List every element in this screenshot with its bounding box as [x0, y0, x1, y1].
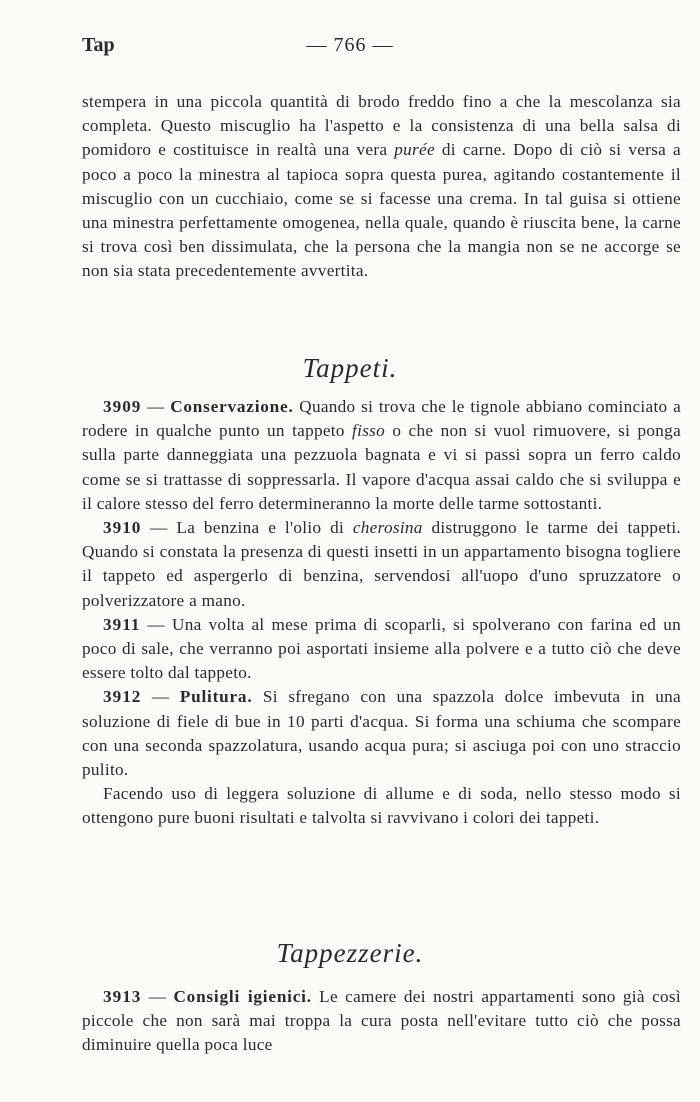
entry-3912: 3912 — Pulitura. Si sfregano con una spazzola dolce imbevuta in una soluzione di fiele di bue in 10 parti d'acqua. Si forma una schiuma che scompare con una seconda spazzolatura, usando acqua pura; si asciuga poi con uno straccio pulito. [82, 687, 681, 780]
section-title-tappeti: Tappeti. [302, 353, 398, 383]
section-title-tappezzerie: Tappezzerie. [276, 938, 424, 968]
page-number: — 766 — [306, 34, 394, 56]
entry-3911: 3911 — Una volta al mese prima di scoparli, si spolverano con farina ed un poco di sale, che verranno poi asportati insieme alla polvere e a tutto ciò che deve essere tolto dal tappeto. [82, 614, 681, 683]
entry-3913: 3913 — Consigli igienici. Le camere dei nostri appartamenti sono già così piccole che non sarà mai troppa la cura posta nell'evitare tutto ciò che possa diminuire quella poca luce [82, 987, 681, 1055]
intro-paragraph-block [82, 90, 681, 284]
entry-3910: 3910 — La benzina e l'olio di cherosina distruggono le tarme dei tappeti. Quando si constata la presenza di questi insetti in un appartamento bisogna togliere il tappeto ed aspergerlo di benzina, servendosi all'uopo d'uno spruzzatore o polverizzatore a mano. [82, 518, 681, 610]
entry-3912-continuation: Facendo uso di leggera soluzione di allume e di soda, nello stesso modo si ottengono pure buoni risultati e talvolta si ravvivano i colori dei tappeti. [82, 784, 681, 828]
tappezzerie-section-body [82, 985, 681, 1058]
tappeti-section-body [82, 395, 681, 831]
entry-3909: 3909 — Conservazione. Quando si trova che le tignole abbiano cominciato a rodere in qualche punto un tappeto fisso o che non si vuol rimuovere, si ponga sulla parte danneggiata una pezzuola bagnata e vi si passi sopra un ferro caldo come se si trattasse di soppressarla. Il vapore d'acqua assai caldo che si sviluppa e il calore stesso del ferro determineranno la morte delle tarme sottostanti. [82, 397, 681, 513]
running-header [82, 34, 618, 62]
header-keyword: Tap [82, 34, 115, 56]
intro-paragraph: stempera in una piccola quantità di brodo freddo fino a che la mescolanza sia completa. Questo miscuglio ha l'aspetto e la consistenza di una bella salsa di pomidoro e costituisce in realtà una vera purée di carne. Dopo di ciò si versa a poco a poco la minestra al tapioca sopra questa purea, agitando costantemente il miscuglio con un cucchiaio, come se si facesse una crema. In tal guisa si ottiene una minestra perfettamente omogenea, nella quale, quando è riuscita bene, la carne si trova così ben dissimulata, che la persona che la mangia non se ne accorge se non sia stata precedentemente avvertita. [82, 92, 681, 281]
